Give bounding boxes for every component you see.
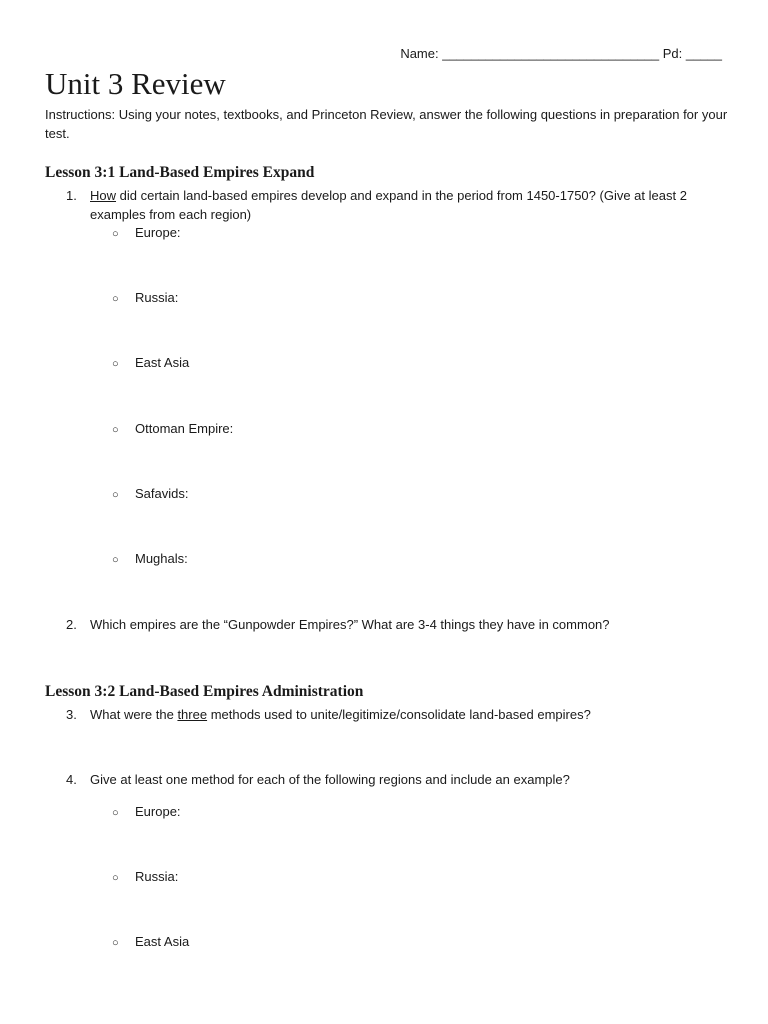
hollow-bullet-icon: ○: [112, 872, 119, 884]
hollow-bullet-icon: ○: [112, 228, 119, 240]
region-label: Europe:: [135, 225, 181, 240]
question-3: [66, 705, 726, 724]
region-label: Safavids:: [135, 486, 189, 501]
q4-region-europe: [112, 804, 181, 821]
question-3-text: [90, 705, 720, 724]
q1-region-europe: [112, 225, 181, 242]
q4-region-east-asia: [112, 934, 189, 951]
hollow-bullet-icon: ○: [112, 293, 119, 305]
question-1-text: [90, 186, 720, 224]
lesson-3-2-heading: Lesson 3:2 Land-Based Empires Administration: [45, 683, 364, 700]
question-3-after: methods used to unite/legitimize/consolidate land-based empires?: [207, 707, 591, 722]
question-3-number: 3.: [66, 707, 77, 722]
hollow-bullet-icon: ○: [112, 358, 119, 370]
region-label: Russia:: [135, 869, 179, 884]
question-2-number: 2.: [66, 617, 77, 632]
question-3-before: What were the: [90, 707, 178, 722]
question-1: [66, 186, 726, 224]
question-1-number: 1.: [66, 188, 77, 203]
question-4-number: 4.: [66, 772, 77, 787]
q1-region-mughals: [112, 551, 188, 568]
question-2-text: Which empires are the “Gunpowder Empires?” What are 3-4 things they have in common?: [90, 617, 610, 632]
instructions-text: Instructions: Using your notes, textbooks, and Princeton Review, answer the following questions in preparation for your test.: [45, 107, 728, 141]
q1-region-ottoman: [112, 421, 233, 438]
region-label: Europe:: [135, 804, 181, 819]
question-2: [66, 615, 726, 634]
hollow-bullet-icon: ○: [112, 937, 119, 949]
question-3-emphasis: three: [177, 707, 208, 722]
name-period-line: Name: ______________________________ Pd: _____: [400, 46, 722, 61]
question-4: [66, 770, 726, 789]
q1-region-russia: [112, 290, 178, 307]
hollow-bullet-icon: ○: [112, 489, 119, 501]
region-label: Mughals:: [135, 551, 188, 566]
q1-region-east-asia: [112, 355, 189, 372]
region-label: East Asia: [135, 355, 190, 370]
hollow-bullet-icon: ○: [112, 807, 119, 819]
hollow-bullet-icon: ○: [112, 424, 119, 436]
question-4-text: Give at least one method for each of the following regions and include an example?: [90, 772, 570, 787]
q1-region-safavids: [112, 486, 188, 503]
lesson-3-1-heading: Lesson 3:1 Land-Based Empires Expand: [45, 164, 315, 181]
region-label: East Asia: [135, 934, 190, 949]
hollow-bullet-icon: ○: [112, 554, 119, 566]
question-1-emphasis: How: [90, 188, 117, 203]
region-label: Russia:: [135, 290, 179, 305]
page-title: Unit 3 Review: [45, 66, 226, 101]
q4-region-russia: [112, 869, 178, 886]
question-1-body: did certain land-based empires develop and expand in the period from 1450-1750? (Give at least 2 examples from each region): [90, 188, 687, 222]
region-label: Ottoman Empire:: [135, 421, 234, 436]
